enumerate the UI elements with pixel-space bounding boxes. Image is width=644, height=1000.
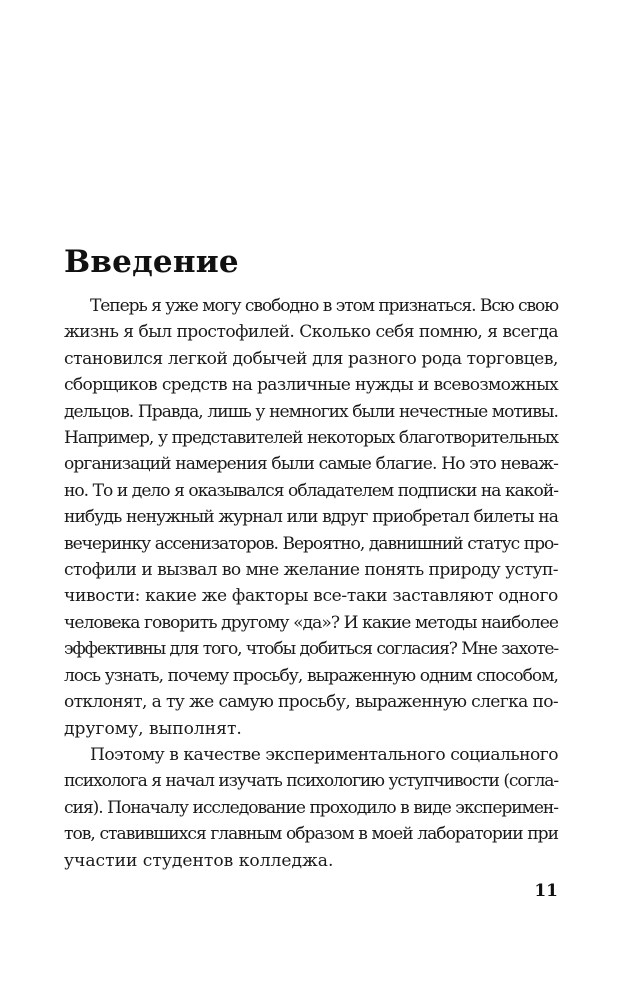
text-line: лось узнать, почему просьбу, выраженную одним способом, xyxy=(64,665,558,686)
text-line: отклонят, а ту же самую просьбу, выраженную слегка по- xyxy=(64,692,558,713)
paragraph-2 xyxy=(64,742,558,874)
text-line: чивости: какие же факторы все-таки заставляют одного xyxy=(64,586,558,607)
text-line: эффективны для того, чтобы добиться согласия? Мне захоте- xyxy=(64,639,558,660)
page-number: 11 xyxy=(534,881,558,901)
text-line: жизнь я был простофилей. Сколько себя помню, я всегда xyxy=(64,322,558,343)
text-line: участии студентов колледжа. xyxy=(64,850,334,871)
text-line: человека говорить другому «да»? И какие методы наиболее xyxy=(64,612,558,633)
body-text xyxy=(64,293,558,874)
text-line: но. То и дело я оказывался обладателем подписки на какой- xyxy=(64,480,558,501)
text-line: тов, ставившихся главным образом в моей лаборатории при xyxy=(64,824,558,845)
paragraph-1 xyxy=(64,293,558,742)
text-line: психолога я начал изучать психологию уступчивости (согла- xyxy=(64,771,558,792)
text-line: нибудь ненужный журнал или вдруг приобретал билеты на xyxy=(64,507,558,528)
text-line: сия). Поначалу исследование проходило в виде эксперимен- xyxy=(64,797,558,818)
text-line: сборщиков средств на различные нужды и всевозможных xyxy=(64,375,558,396)
text-line: Теперь я уже могу свободно в этом признаться. Всю свою xyxy=(90,296,558,316)
text-line: дельцов. Правда, лишь у немногих были нечестные мотивы. xyxy=(64,401,558,422)
chapter-title: Введение xyxy=(64,244,239,280)
text-line: организаций намерения были самые благие. Но это неваж- xyxy=(64,454,558,475)
text-line: Например, у представителей некоторых благотворительных xyxy=(64,428,558,449)
text-line: стофили и вызвал во мне желание понять природу уступ- xyxy=(64,560,558,581)
text-line: другому, выполнят. xyxy=(64,718,242,739)
text-line: становился легкой добычей для разного рода торговцев, xyxy=(64,348,558,369)
text-line: вечеринку ассенизаторов. Вероятно, давнишний статус про- xyxy=(64,533,558,554)
text-line: Поэтому в качестве экспериментального социального xyxy=(90,744,558,765)
